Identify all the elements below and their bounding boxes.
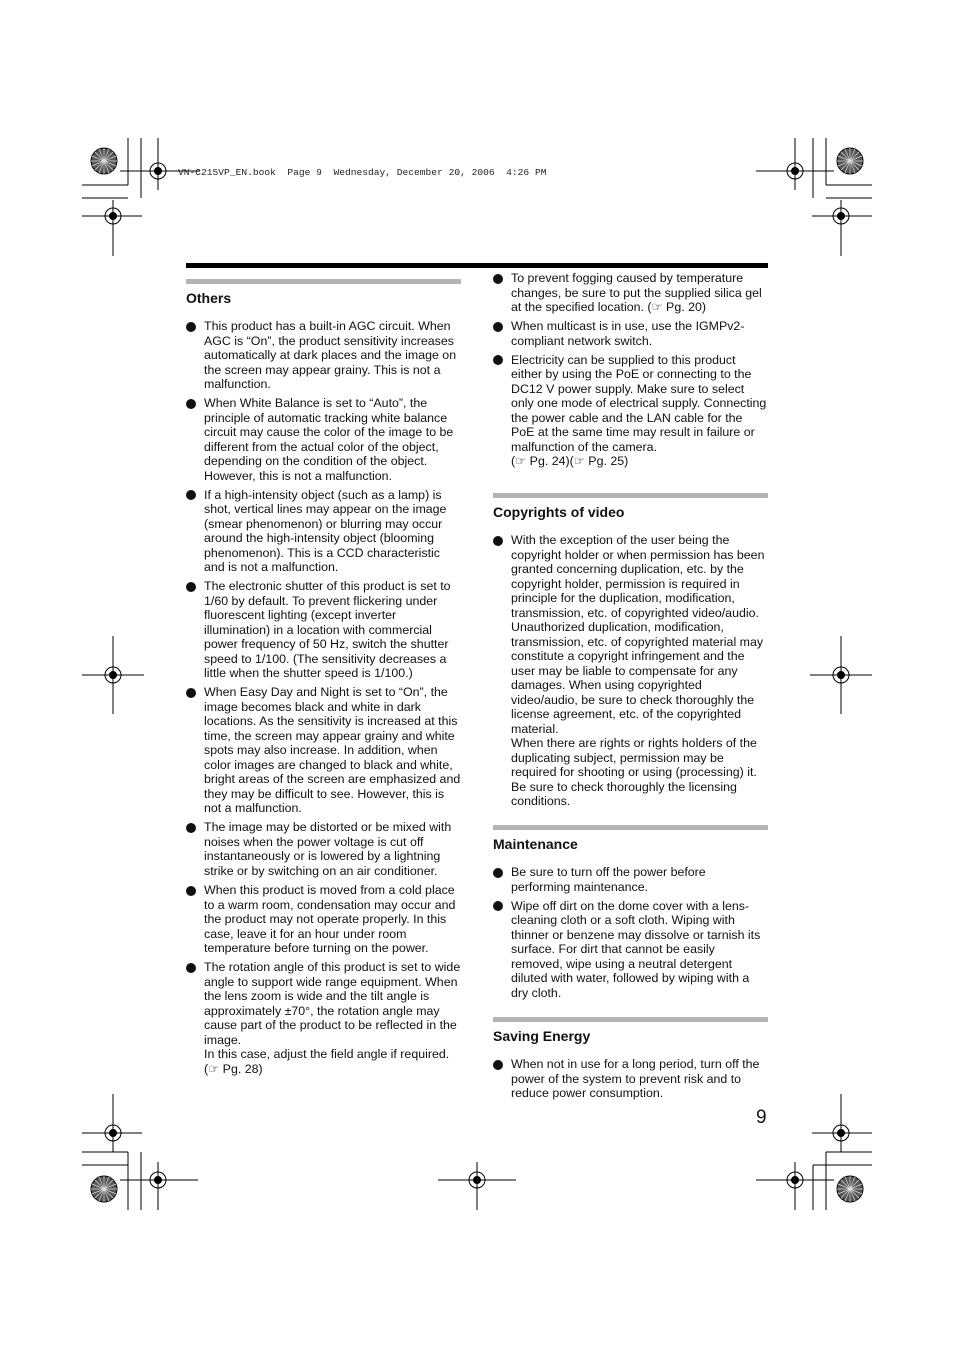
bullet-icon: [186, 688, 196, 698]
section-title-maintenance: Maintenance: [493, 836, 578, 853]
bullet-icon: [186, 886, 196, 896]
file-header-line: VN-C215VP_EN.book Page 9 Wednesday, December 20, 2006 4:26 PM: [178, 167, 547, 178]
bullet-icon: [493, 322, 503, 332]
page-number: 9: [756, 1107, 767, 1128]
right-column: [493, 271, 768, 1105]
copyrights-list: [493, 533, 768, 809]
others-list: [186, 319, 461, 1076]
bullet-icon: [186, 490, 196, 500]
list-item: If a high-intensity object (such as a lamp) is shot, vertical lines may appear on the image (smear phenomenon) or blurring may occur around the high-intensity object (blooming phenomenon). This is a CCD characteristic and is not a malfunction.: [186, 488, 461, 575]
bullet-icon: [186, 582, 196, 592]
list-item: The image may be distorted or be mixed with noises when the power voltage is cut off instantaneously or is lowered by a lightning strike or by switching on an air conditioner.: [186, 820, 461, 878]
section-rule: [493, 825, 768, 830]
list-item: When White Balance is set to “Auto”, the principle of automatic tracking white balance circuit may cause the color of the image to be different from the actual color of the object, depending on the condition of the object. However, this is not a malfunction.: [186, 396, 461, 483]
section-title-saving-energy: Saving Energy: [493, 1028, 591, 1045]
section-rule: [493, 1017, 768, 1022]
section-rule: [186, 279, 461, 284]
list-item: When Easy Day and Night is set to “On”, the image becomes black and white in dark locations. As the sensitivity is increased at this time, the screen may appear grainy and white spots may also increase. In addition, when color images are changed to black and white, bright areas of the screen are emphasized and they may be difficult to see. However, this is not a malfunction.: [186, 685, 461, 816]
bullet-icon: [186, 399, 196, 409]
list-item: When multicast is in use, use the IGMPv2-compliant network switch.: [493, 319, 768, 348]
list-item: When not in use for a long period, turn off the power of the system to prevent risk and to reduce power consumption.: [493, 1057, 768, 1101]
list-item: With the exception of the user being the copyright holder or when permission has been granted concerning duplication, etc. by the copyright holder, permission is required in principle for the duplication, modification, transmission, etc. of copyrighted video/audio. Unauthorized duplication, modification, transmission, etc. of copyrighted material may constitute a copyright infringement and the user may be liable to compensate for any damages. When using copyrighted video/audio, be sure to check thoroughly the license agreement, etc. of the copyrighted material. When there are rights or rights holders of the duplicating subject, permission may be required for shooting or using (processing) it. Be sure to check thoroughly the licensing conditions.: [493, 533, 768, 809]
top-rule: [186, 263, 768, 268]
maintenance-list: [493, 865, 768, 1000]
bullet-icon: [493, 868, 503, 878]
bullet-icon: [493, 536, 503, 546]
saving-energy-list: [493, 1057, 768, 1101]
list-item: Electricity can be supplied to this product either by using the PoE or connecting to the DC12 V power supply. Make sure to select only one mode of electrical supply. Connecting the power cable and the LAN cable for the PoE at the same time may result in failure or malfunction of the camera. (☞ Pg. 24)(☞ Pg. 25): [493, 353, 768, 469]
bullet-icon: [493, 355, 503, 365]
bullet-icon: [186, 963, 196, 973]
bullet-icon: [493, 1060, 503, 1070]
list-item: When this product is moved from a cold place to a warm room, condensation may occur and the product may not operate properly. In this case, leave it for an hour under room temperature before turning on the power.: [186, 883, 461, 956]
section-rule: [493, 493, 768, 498]
list-item: Be sure to turn off the power before performing maintenance.: [493, 865, 768, 894]
section-title-others: Others: [186, 290, 232, 306]
list-item: Wipe off dirt on the dome cover with a lens-cleaning cloth or a soft cloth. Wiping with thinner or benzene may dissolve or tarnish its surface. For dirt that cannot be easily removed, wipe using a neutral detergent diluted with water, followed by wiping with a dry cloth.: [493, 899, 768, 1001]
bullet-icon: [493, 274, 503, 284]
bullet-icon: [186, 322, 196, 332]
list-item: The rotation angle of this product is set to wide angle to support wide range equipment. When the lens zoom is wide and the tilt angle is approximately ±70°, the rotation angle may cause part of the product to be reflected in the image. In this case, adjust the field angle if required. (☞ Pg. 28): [186, 960, 461, 1076]
list-item: The electronic shutter of this product is set to 1/60 by default. To prevent flickering under fluorescent lighting (except inverter illumination) in a location with commercial power frequency of 50 Hz, switch the shutter speed to 1/100. (The sensitivity decreases a little when the shutter speed is 1/100.): [186, 579, 461, 681]
list-item: This product has a built-in AGC circuit. When AGC is “On”, the product sensitivity increases automatically at dark places and the image on the screen may appear grainy. This is not a malfunction.: [186, 319, 461, 392]
left-column: [186, 279, 461, 1081]
list-item: To prevent fogging caused by temperature changes, be sure to put the supplied silica gel at the specified location. (☞ Pg. 20): [493, 271, 768, 315]
bullet-icon: [493, 901, 503, 911]
others-continued-list: [493, 271, 768, 469]
bullet-icon: [186, 823, 196, 833]
section-title-copyrights: Copyrights of video: [493, 504, 625, 521]
